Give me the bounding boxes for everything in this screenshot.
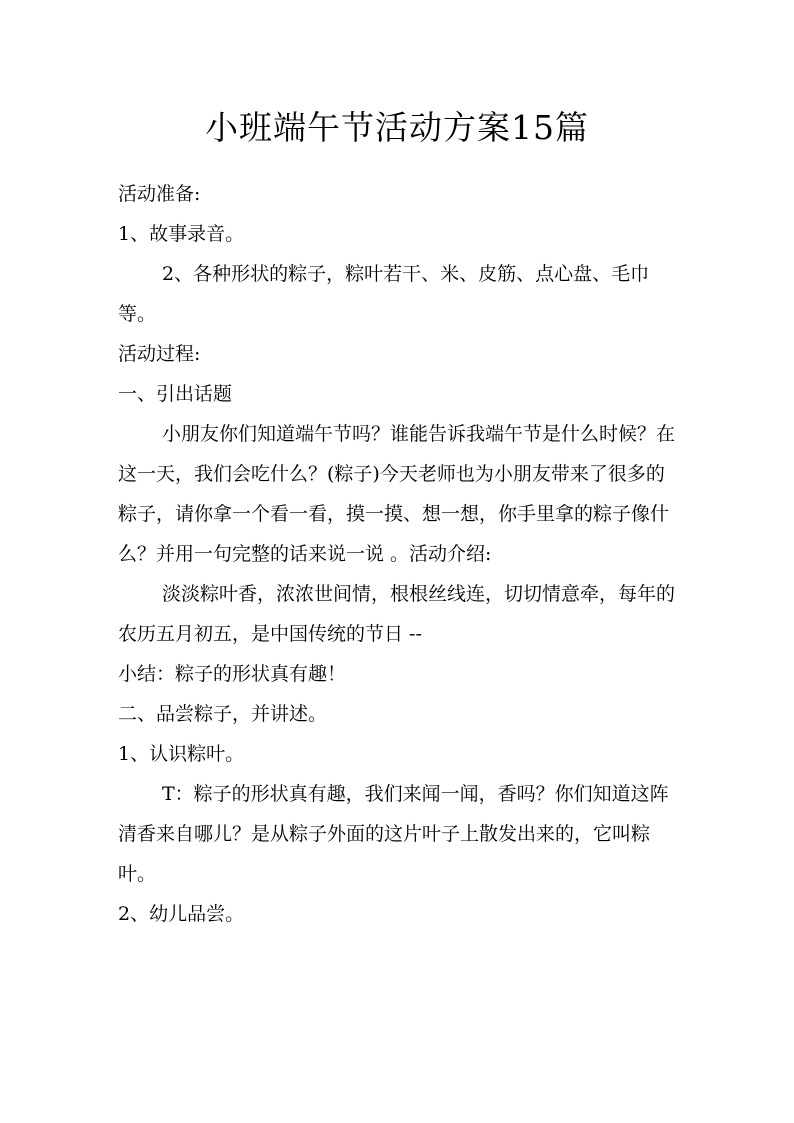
paragraph: 活动过程: (118, 343, 201, 365)
paragraph: 活动准备: (118, 183, 201, 205)
document-title: 小班端午节活动方案15篇 (205, 108, 589, 147)
paragraph: 一、引出话题 (118, 383, 233, 405)
paragraph: 2、幼儿品尝。 (118, 903, 245, 925)
paragraph: 二、品尝粽子，并讲述。 (118, 703, 328, 725)
paragraph: 小朋友你们知道端午节吗？谁能告诉我端午节是什么时候？在这一天，我们会吃什么？(粽子)今天老师也为小朋友带来了很多的粽子，请你拿一个看一看，摸一摸、想一想，你手里拿的粽子像什么？并用一句完整的话来说一说 。活动介绍: (118, 423, 676, 565)
document-body (118, 174, 678, 934)
paragraph: 小结：粽子的形状真有趣！ (118, 663, 347, 685)
paragraph: T：粽子的形状真有趣，我们来闻一闻，香吗？你们知道这阵清香来自哪儿？是从粽子外面的这片叶子上散发出来的，它叫粽叶。 (118, 783, 669, 885)
paragraph: 淡淡粽叶香，浓浓世间情，根根丝线连，切切情意牵，每年的农历五月初五，是中国传统的节日 -- (118, 583, 676, 645)
paragraph: 2、各种形状的粽子，粽叶若干、米、皮筋、点心盘、毛巾等。 (118, 263, 650, 325)
paragraph: 1、故事录音。 (118, 223, 245, 245)
paragraph: 1、认识粽叶。 (118, 743, 245, 765)
